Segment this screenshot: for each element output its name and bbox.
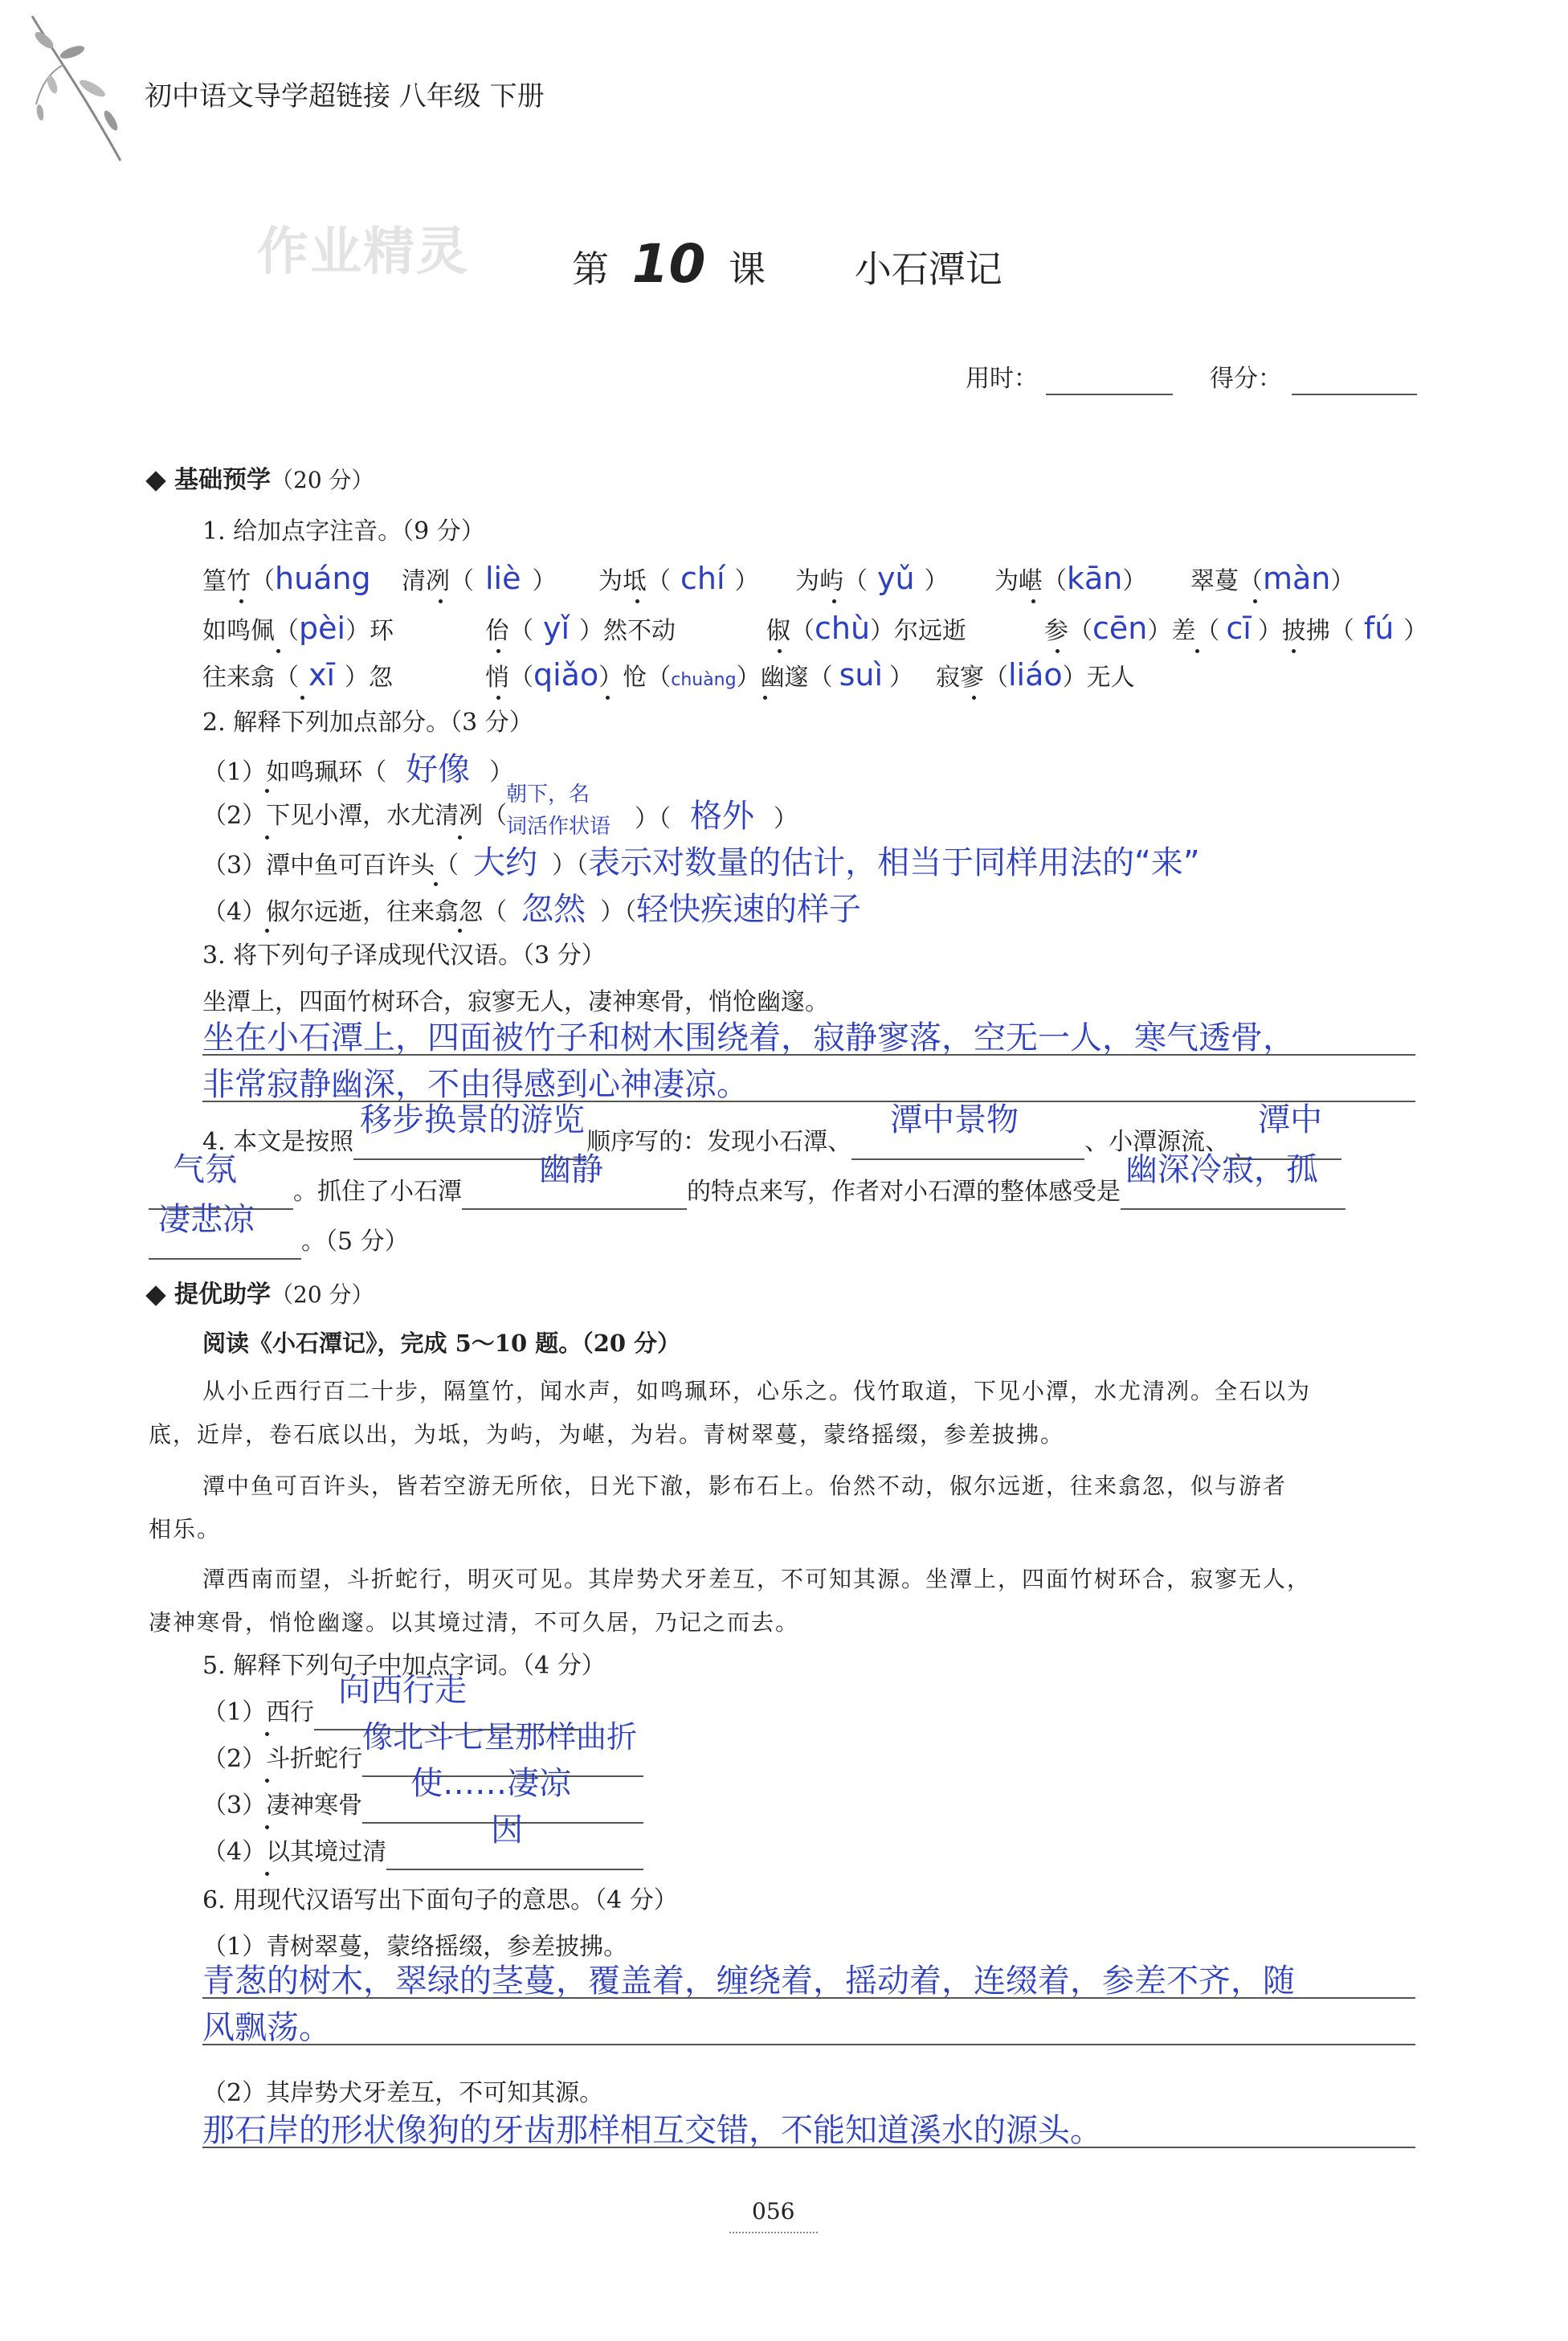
lesson-suffix: 课 xyxy=(729,247,766,291)
reading-para1a: 从小丘西行百二十步，隔篁竹，闻水声，如鸣珮环，心乐之。伐竹取道，下见小潭，水尤清冽。全石以为 xyxy=(202,1378,1312,1404)
q5-title: 5. 解释下列句子中加点字词。（4 分） xyxy=(202,1652,606,1680)
q5-item4: （4）以其境过清 因 xyxy=(202,1836,643,1870)
lesson-number: 10 xyxy=(631,233,706,295)
q6-sentence2: （2）其岸势犬牙差互，不可知其源。 xyxy=(202,2079,604,2107)
score-field[interactable] xyxy=(1292,394,1417,395)
q5-item2: （2）斗折蛇行 像北斗七星那样曲折 xyxy=(202,1743,643,1777)
q1-row1-item1: 篁竹（huáng xyxy=(202,561,371,596)
corner-branch-decoration xyxy=(16,8,145,185)
emphasis-dot xyxy=(606,696,610,700)
q1-row1-item6: 翠蔓（màn） xyxy=(1190,561,1355,596)
q5-blank4[interactable]: 因 xyxy=(386,1836,643,1870)
emphasis-dot xyxy=(1292,649,1296,653)
emphasis-dot xyxy=(439,599,443,603)
q5-blank1[interactable]: 向西行走 xyxy=(314,1697,579,1730)
q2-item2-note-line2: 词活作状语 xyxy=(506,815,611,839)
emphasis-dot xyxy=(635,599,639,603)
q6-answer2: 那石岸的形状像狗的牙齿那样相互交错，不能知道溪水的源头。 xyxy=(202,2112,1102,2149)
q1-row1-item3: 为坻（ chí ） xyxy=(598,561,759,596)
lesson-title xyxy=(572,233,1002,295)
book-title: 初中语文导学超链接 八年级 下册 xyxy=(145,80,545,112)
q3-answer-rule1 xyxy=(202,1054,1415,1056)
q2-item1: （1）如鸣珮环（ 好像 ） xyxy=(202,751,514,788)
q4-blank5b[interactable]: 凄悲凉 xyxy=(149,1226,301,1260)
emphasis-dot xyxy=(265,835,269,840)
q4-line1: 4. 本文是按照 移步换景的游览 顺序写的：发现小石潭、 潭中景物 、小潭源流、 潭中 xyxy=(202,1126,1341,1160)
q6-answer1-line2: 风飘荡。 xyxy=(202,2009,331,2046)
q6-sentence1: （1）青树翠蔓，蒙络摇缀，参差披拂。 xyxy=(202,1933,628,1961)
reading-para2b: 相乐。 xyxy=(149,1516,222,1542)
reading-para3a: 潭西南而望，斗折蛇行，明灭可见。其岸势犬牙差互，不可知其源。坐潭上，四面竹树环合，寂寥无人， xyxy=(202,1566,1312,1592)
emphasis-dot xyxy=(1056,649,1060,653)
q3-answer-line2: 非常寂静幽深，不由得感到心神凄凉。 xyxy=(202,1066,749,1103)
q1-row2-item2: 佁（ yǐ ）然不动 xyxy=(485,611,676,646)
emphasis-dot xyxy=(265,929,269,933)
emphasis-dot xyxy=(300,696,304,700)
emphasis-dot xyxy=(972,696,976,700)
q4-blank2[interactable]: 潭中景物 xyxy=(851,1126,1084,1160)
q3-answer-line1: 坐在小石潭上，四面被竹子和树木围绕着，寂静寥落，空无一人，寒气透骨， xyxy=(202,1019,1295,1056)
emphasis-dot xyxy=(496,696,500,700)
time-field[interactable] xyxy=(1046,394,1173,395)
q4-blank3[interactable]: 潭中 xyxy=(1229,1126,1341,1160)
emphasis-dot xyxy=(1031,599,1035,603)
reading-para1b: 底，近岸，卷石底以出，为坻，为屿，为嵁，为岩。青树翠蔓，蒙络摇缀，参差披拂。 xyxy=(149,1421,1065,1448)
q1-title: 1. 给加点字注音。（9 分） xyxy=(202,517,485,545)
q2-title: 2. 解释下列加点部分。（3 分） xyxy=(202,709,533,737)
emphasis-dot xyxy=(763,696,767,700)
q4-blank5[interactable]: 幽深冷寂，孤 xyxy=(1121,1176,1345,1210)
q4-line2: 气氛 。抓住了小石潭 幽静 的特点来写，作者对小石潭的整体感受是 幽深冷寂，孤 xyxy=(149,1176,1345,1210)
q2-item3: （3）潭中鱼可百许头（ 大约 ）（表示对数量的估计，相当于同样用法的“来” xyxy=(202,844,1200,881)
q1-row2-item3: 俶（chù）尔远逝 xyxy=(766,611,967,646)
q6-answer2-rule xyxy=(202,2147,1415,2148)
q2-item2: （2）下见小潭，水尤清冽（ xyxy=(202,802,508,830)
emphasis-dot xyxy=(458,835,462,840)
emphasis-dot xyxy=(496,649,500,653)
watermark: 作业精灵 xyxy=(257,223,469,282)
q5-item3: （3）凄神寒骨 使……凄凉 xyxy=(202,1790,643,1824)
q5-item1: （1）西行 向西行走 xyxy=(202,1697,579,1730)
emphasis-dot xyxy=(265,1779,269,1783)
q2-item2-close: ）（ 格外 ） xyxy=(635,798,798,835)
emphasis-dot xyxy=(265,1732,269,1736)
emphasis-dot xyxy=(1195,649,1199,653)
q1-row1-item2: 清冽（ liè ） xyxy=(402,561,557,596)
q6-answer1-line1: 青葱的树木，翠绿的茎蔓，覆盖着，缠绕着，摇动着，连缀着，参差不齐，随 xyxy=(202,1963,1295,2000)
emphasis-dot xyxy=(265,789,269,793)
q2-item2-note-line1: 朝下，名 xyxy=(506,782,590,807)
q1-row2-item1: 如鸣佩（pèi）环 xyxy=(202,611,394,646)
emphasis-dot xyxy=(265,1825,269,1829)
emphasis-dot xyxy=(1253,599,1257,603)
section-heading-basic: 基础预学（20 分） xyxy=(149,464,374,496)
q2-item4: （4）俶尔远逝，往来翕忽（ 忽然 ）（轻快疾速的样子 xyxy=(202,891,862,928)
q1-row3-item5: 寂寥（liáo）无人 xyxy=(936,657,1135,692)
emphasis-dot xyxy=(832,599,836,603)
reading-title: 阅读《小石潭记》，完成 5～10 题。（20 分） xyxy=(202,1330,681,1357)
q4-blank3b[interactable]: 气氛 xyxy=(149,1176,293,1210)
q1-row1-item5: 为嵁（kān） xyxy=(994,561,1147,596)
time-label: 用时： xyxy=(966,365,1038,393)
q1-row3-item1: 往来翕（ xī ）忽 xyxy=(202,657,394,692)
score-label: 得分： xyxy=(1210,365,1282,393)
q3-sentence: 坐潭上，四面竹树环合，寂寥无人，凄神寒骨，悄怆幽邃。 xyxy=(202,988,829,1016)
emphasis-dot xyxy=(434,882,438,886)
section-heading-advanced: 提优助学（20 分） xyxy=(149,1279,374,1311)
diamond-icon xyxy=(145,1285,165,1305)
q6-title: 6. 用现代汉语写出下面句子的意思。（4 分） xyxy=(202,1886,678,1914)
reading-para2a: 潭中鱼可百许头，皆若空游无所依，日光下澈，影布石上。佁然不动，俶尔远逝，往来翕忽，似与游者 xyxy=(202,1473,1288,1499)
q6-answer1-rule1 xyxy=(202,1997,1415,1999)
lesson-prefix: 第 xyxy=(572,247,609,291)
q4-blank1[interactable]: 移步换景的游览 xyxy=(353,1126,586,1160)
q4-blank4[interactable]: 幽静 xyxy=(462,1176,687,1210)
q4-line3: 凄悲凉 。（5 分） xyxy=(149,1226,409,1260)
page-number-underline xyxy=(729,2232,818,2233)
q1-row1-item4: 为屿（ yǔ ） xyxy=(795,561,949,596)
reading-para3b: 凄神寒骨，悄怆幽邃。以其境过清，不可久居，乃记之而去。 xyxy=(149,1609,800,1636)
q1-row3-item2: 悄（qiǎo）怆（chuàng）幽邃（ suì ） xyxy=(485,657,914,692)
q5-blank2[interactable]: 像北斗七星那样曲折 xyxy=(362,1743,643,1777)
q3-title: 3. 将下列句子译成现代汉语。（3 分） xyxy=(202,942,606,970)
emphasis-dot xyxy=(778,649,782,653)
emphasis-dot xyxy=(265,1872,269,1876)
emphasis-dot xyxy=(239,599,243,603)
page-number: 056 xyxy=(752,2198,795,2225)
emphasis-dot xyxy=(276,649,280,653)
q1-row2-item4: 参（cēn）差（ cī ）披拂（ fú ） xyxy=(1044,611,1428,646)
lesson-name: 小石潭记 xyxy=(854,247,1002,291)
diamond-icon xyxy=(145,471,165,491)
q5-blank3[interactable]: 使……凄凉 xyxy=(362,1790,643,1824)
q6-answer1-rule2 xyxy=(202,2044,1415,2045)
emphasis-dot xyxy=(458,929,462,933)
